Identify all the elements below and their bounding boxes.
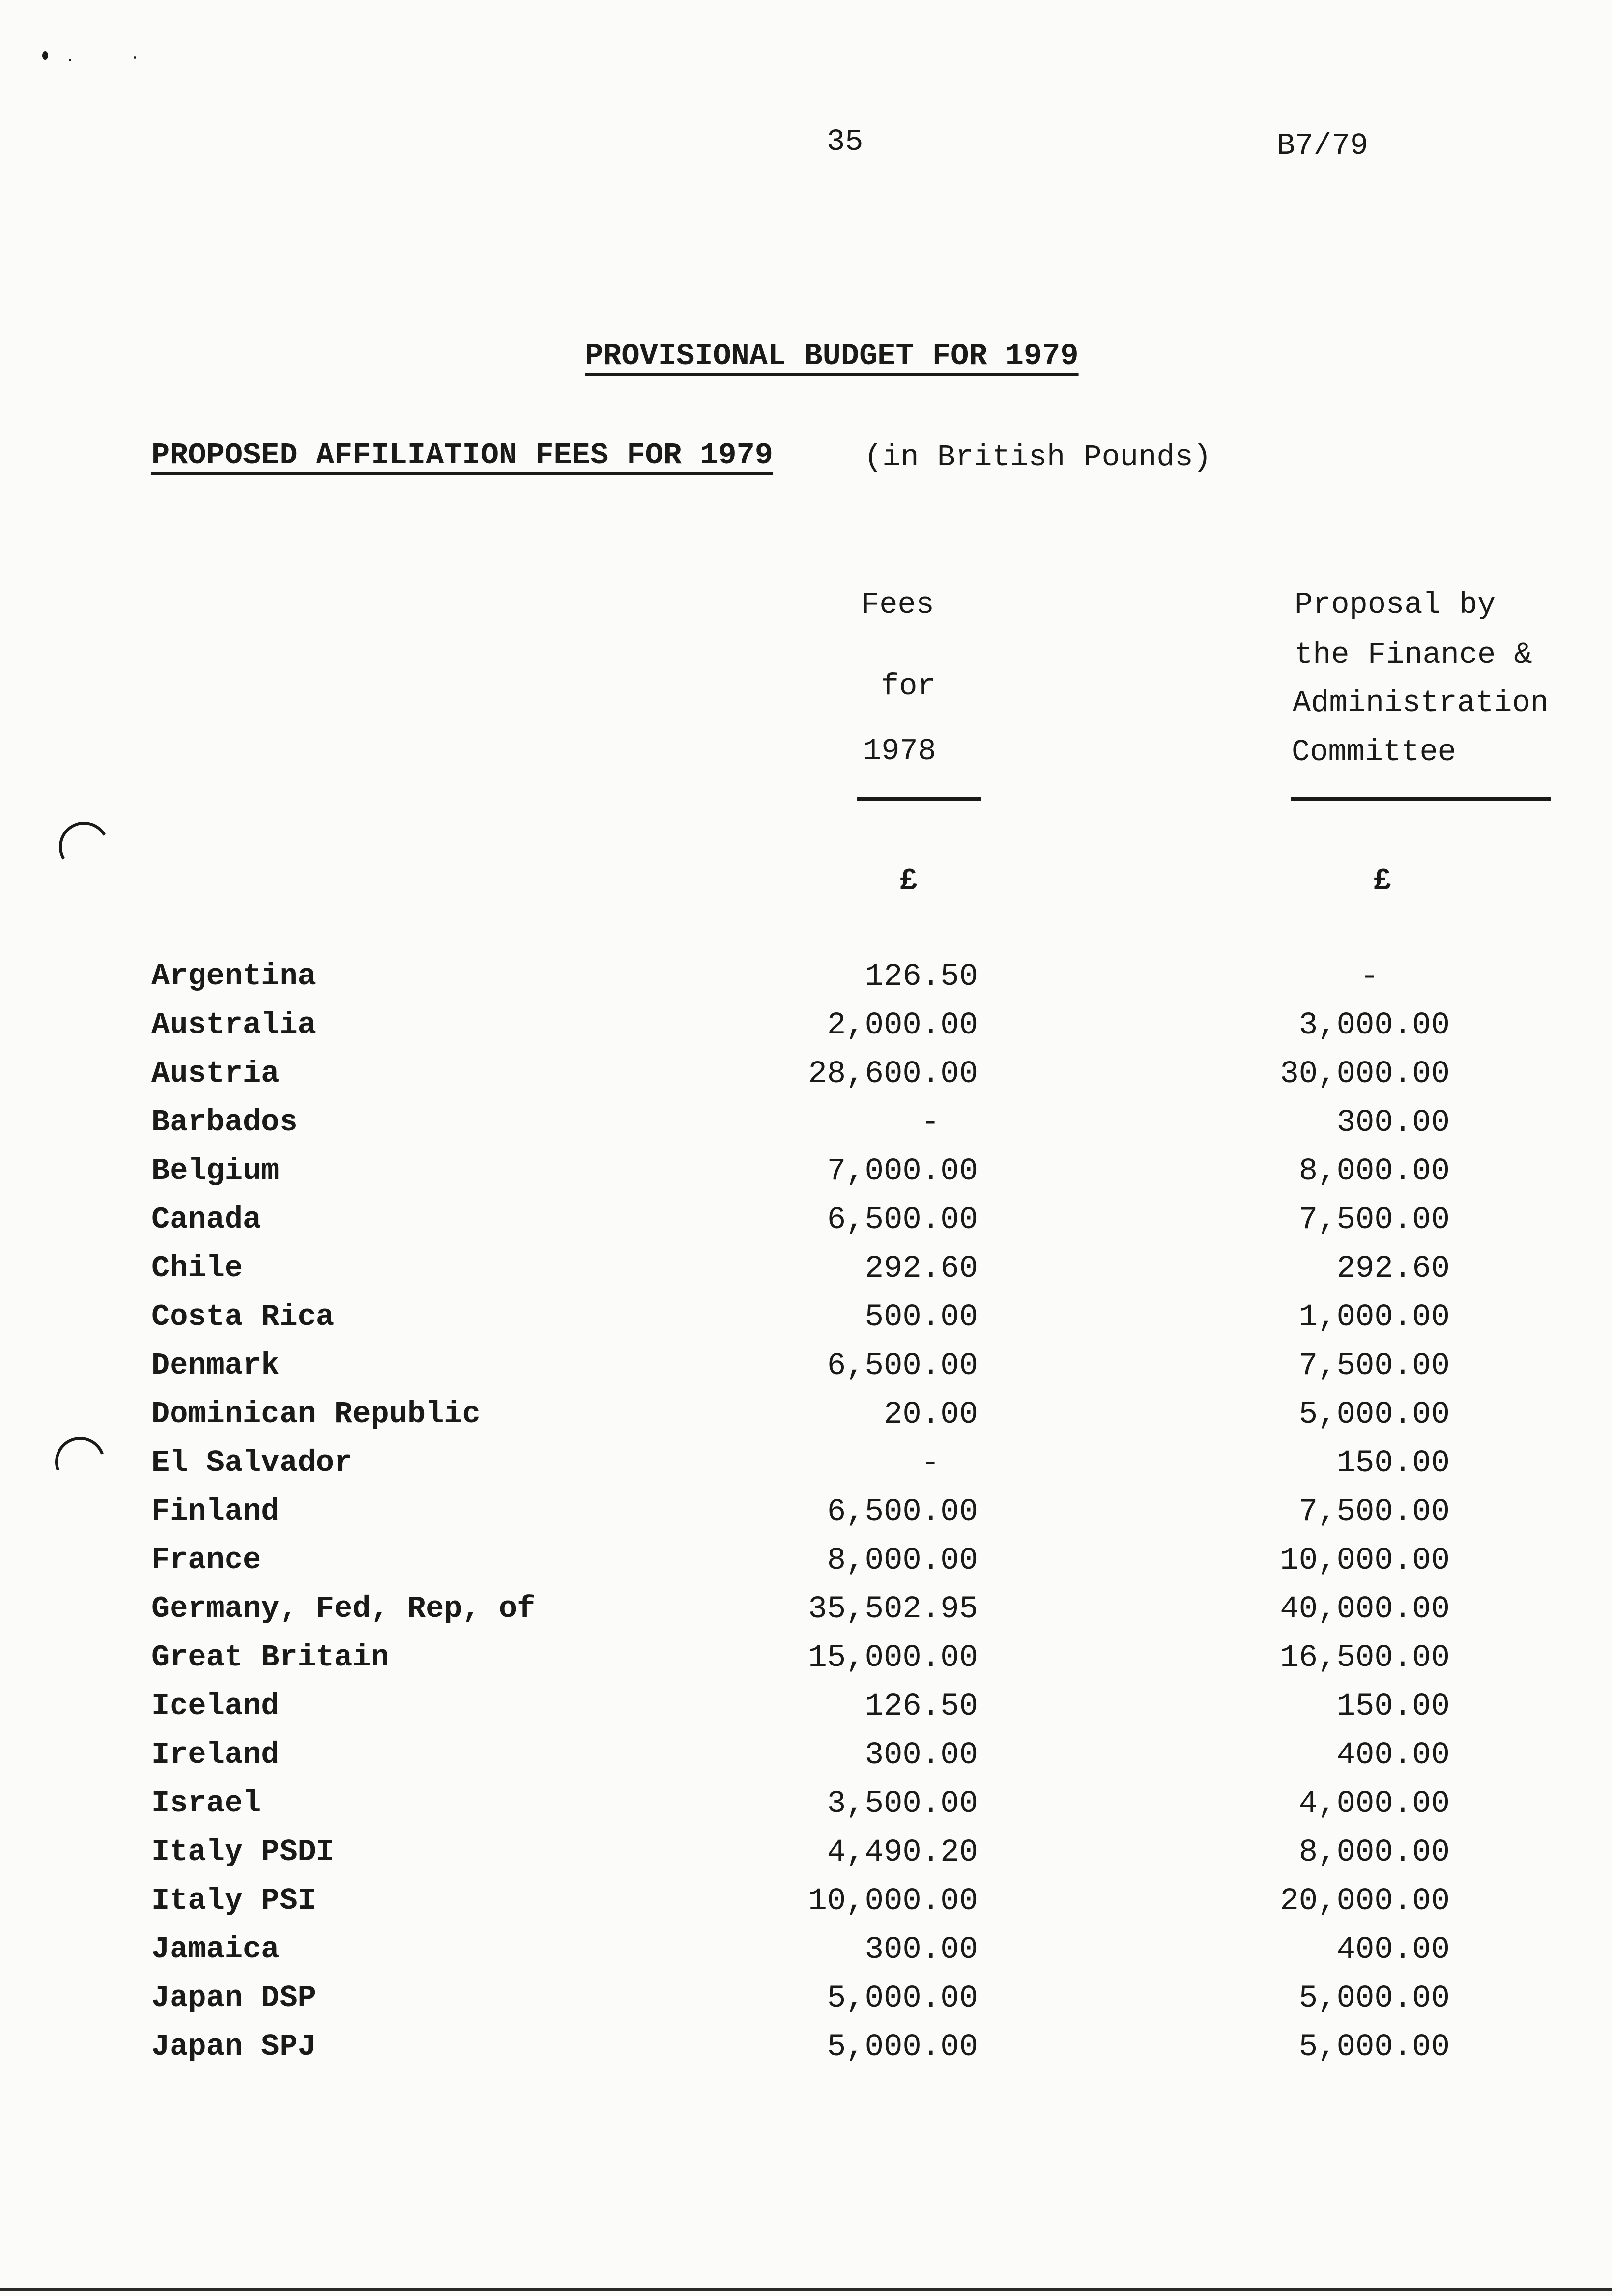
table-row <box>0 1253 1612 1292</box>
proposal-value: 150.00 <box>1336 1446 1450 1481</box>
fees-1978-value: 28,600.00 <box>808 1057 978 1092</box>
table-row <box>0 1056 1612 1098</box>
country-name: Chile <box>151 1251 243 1286</box>
fees-1978-value: - <box>921 1446 940 1481</box>
table-row <box>0 1934 1612 1974</box>
country-name: Great Britain <box>151 1640 389 1675</box>
country-name: El Salvador <box>151 1445 353 1480</box>
proposal-value: - <box>1360 959 1379 995</box>
proposal-header-line: Committee <box>1292 735 1456 770</box>
currency-note: (in British Pounds) <box>864 440 1211 475</box>
table-row <box>0 1007 1612 1049</box>
country-name: Ireland <box>151 1737 280 1772</box>
proposal-value: 7,500.00 <box>1298 1349 1450 1384</box>
fees-1978-value: 6,500.00 <box>827 1349 978 1384</box>
proposal-value: 4,000.00 <box>1298 1786 1450 1822</box>
country-name: Canada <box>151 1202 261 1237</box>
scan-speck <box>42 51 48 60</box>
fees-1978-value: 6,500.00 <box>827 1494 978 1530</box>
country-name: Finland <box>151 1494 280 1529</box>
fees-1978-value: 500.00 <box>864 1300 978 1335</box>
punch-hole-mark <box>54 816 115 878</box>
country-name: Jamaica <box>151 1932 280 1967</box>
fees-1978-value: 300.00 <box>864 1738 978 1773</box>
proposal-value: 10,000.00 <box>1280 1543 1450 1578</box>
fees-1978-value: 6,500.00 <box>827 1203 978 1238</box>
fees-1978-value: 3,500.00 <box>827 1786 978 1822</box>
document-title: PROVISIONAL BUDGET FOR 1979 <box>585 339 1079 373</box>
proposal-value: 5,000.00 <box>1298 1981 1450 2016</box>
country-name: Italy PSDI <box>151 1835 335 1869</box>
table-row <box>0 961 1612 1001</box>
fees-1978-value: 15,000.00 <box>808 1640 978 1676</box>
country-name: Iceland <box>151 1689 280 1723</box>
fees-1978-value: 5,000.00 <box>827 2030 978 2065</box>
table-row <box>0 1496 1612 1536</box>
country-name: Denmark <box>151 1348 280 1383</box>
page-bottom-edge <box>0 2288 1612 2291</box>
proposal-header-rule <box>1291 797 1551 801</box>
proposal-value: 30,000.00 <box>1280 1057 1450 1092</box>
fees-1978-value: 10,000.00 <box>808 1884 978 1919</box>
country-name: Barbados <box>151 1105 298 1140</box>
table-row <box>0 1202 1612 1244</box>
proposal-header-line: Proposal by <box>1295 587 1496 622</box>
country-name: Japan DSP <box>151 1980 316 2015</box>
fees-1978-value: 5,000.00 <box>827 1981 978 2016</box>
table-row <box>0 1545 1612 1584</box>
country-name: Japan SPJ <box>151 2029 316 2064</box>
proposal-value: 1,000.00 <box>1298 1300 1450 1335</box>
proposal-value: 5,000.00 <box>1298 1397 1450 1433</box>
table-row <box>0 1107 1612 1147</box>
country-name: Costa Rica <box>151 1299 335 1334</box>
fees-currency-symbol: £ <box>899 863 918 898</box>
section-heading: PROPOSED AFFILIATION FEES FOR 1979 <box>151 438 774 473</box>
proposal-value: 5,000.00 <box>1298 2030 1450 2065</box>
country-name: Argentina <box>151 959 316 994</box>
fees-1978-value: - <box>921 1105 940 1141</box>
table-row <box>0 1642 1612 1682</box>
fees-header-rule <box>857 797 981 801</box>
table-row <box>0 2029 1612 2071</box>
table-row <box>0 1737 1612 1779</box>
page-number: 35 <box>827 124 864 159</box>
table-row <box>0 1399 1612 1438</box>
country-name: Austria <box>151 1056 280 1091</box>
proposal-header-line: Administration <box>1293 686 1549 720</box>
proposal-value: 3,000.00 <box>1298 1008 1450 1043</box>
proposal-value: 7,500.00 <box>1298 1203 1450 1238</box>
fees-1978-value: 4,490.20 <box>827 1835 978 1870</box>
scan-speck <box>69 59 71 61</box>
country-name: Australia <box>151 1007 316 1042</box>
proposal-value: 20,000.00 <box>1280 1884 1450 1919</box>
country-name: Israel <box>151 1786 261 1821</box>
table-row <box>0 1153 1612 1195</box>
proposal-header-line: the Finance & <box>1295 637 1532 672</box>
proposal-value: 40,000.00 <box>1280 1592 1450 1627</box>
table-row <box>0 1788 1612 1828</box>
fees-header-line: 1978 <box>863 734 936 769</box>
fees-1978-value: 292.60 <box>864 1251 978 1287</box>
fees-1978-value: 35,502.95 <box>808 1592 978 1627</box>
proposal-value: 16,500.00 <box>1280 1640 1450 1676</box>
table-row <box>0 1591 1612 1633</box>
scan-speck <box>134 56 136 59</box>
proposal-currency-symbol: £ <box>1373 863 1392 898</box>
table-row <box>0 1837 1612 1876</box>
proposal-value: 400.00 <box>1336 1738 1450 1773</box>
fees-1978-value: 7,000.00 <box>827 1154 978 1189</box>
country-name: France <box>151 1543 261 1578</box>
fees-1978-value: 126.50 <box>864 1689 978 1724</box>
table-row <box>0 1883 1612 1925</box>
table-row <box>0 1980 1612 2022</box>
fees-1978-value: 126.50 <box>864 959 978 995</box>
proposal-value: 150.00 <box>1336 1689 1450 1724</box>
fees-1978-value: 8,000.00 <box>827 1543 978 1578</box>
table-row <box>0 1445 1612 1487</box>
table-row <box>0 1691 1612 1730</box>
table-row <box>0 1350 1612 1390</box>
proposal-value: 8,000.00 <box>1298 1835 1450 1870</box>
fees-header-line: for <box>881 669 936 704</box>
proposal-value: 8,000.00 <box>1298 1154 1450 1189</box>
country-name: Italy PSI <box>151 1883 316 1918</box>
proposal-value: 292.60 <box>1336 1251 1450 1287</box>
fees-1978-value: 20.00 <box>883 1397 978 1433</box>
country-name: Germany, Fed, Rep, of <box>151 1591 536 1626</box>
fees-1978-value: 300.00 <box>864 1932 978 1968</box>
country-name: Dominican Republic <box>151 1397 481 1432</box>
fees-1978-value: 2,000.00 <box>827 1008 978 1043</box>
proposal-value: 400.00 <box>1336 1932 1450 1968</box>
proposal-value: 7,500.00 <box>1298 1494 1450 1530</box>
table-row <box>0 1299 1612 1341</box>
country-name: Belgium <box>151 1153 280 1188</box>
fees-header-line: Fees <box>861 587 934 622</box>
proposal-value: 300.00 <box>1336 1105 1450 1141</box>
document-reference: B7/79 <box>1277 128 1369 163</box>
